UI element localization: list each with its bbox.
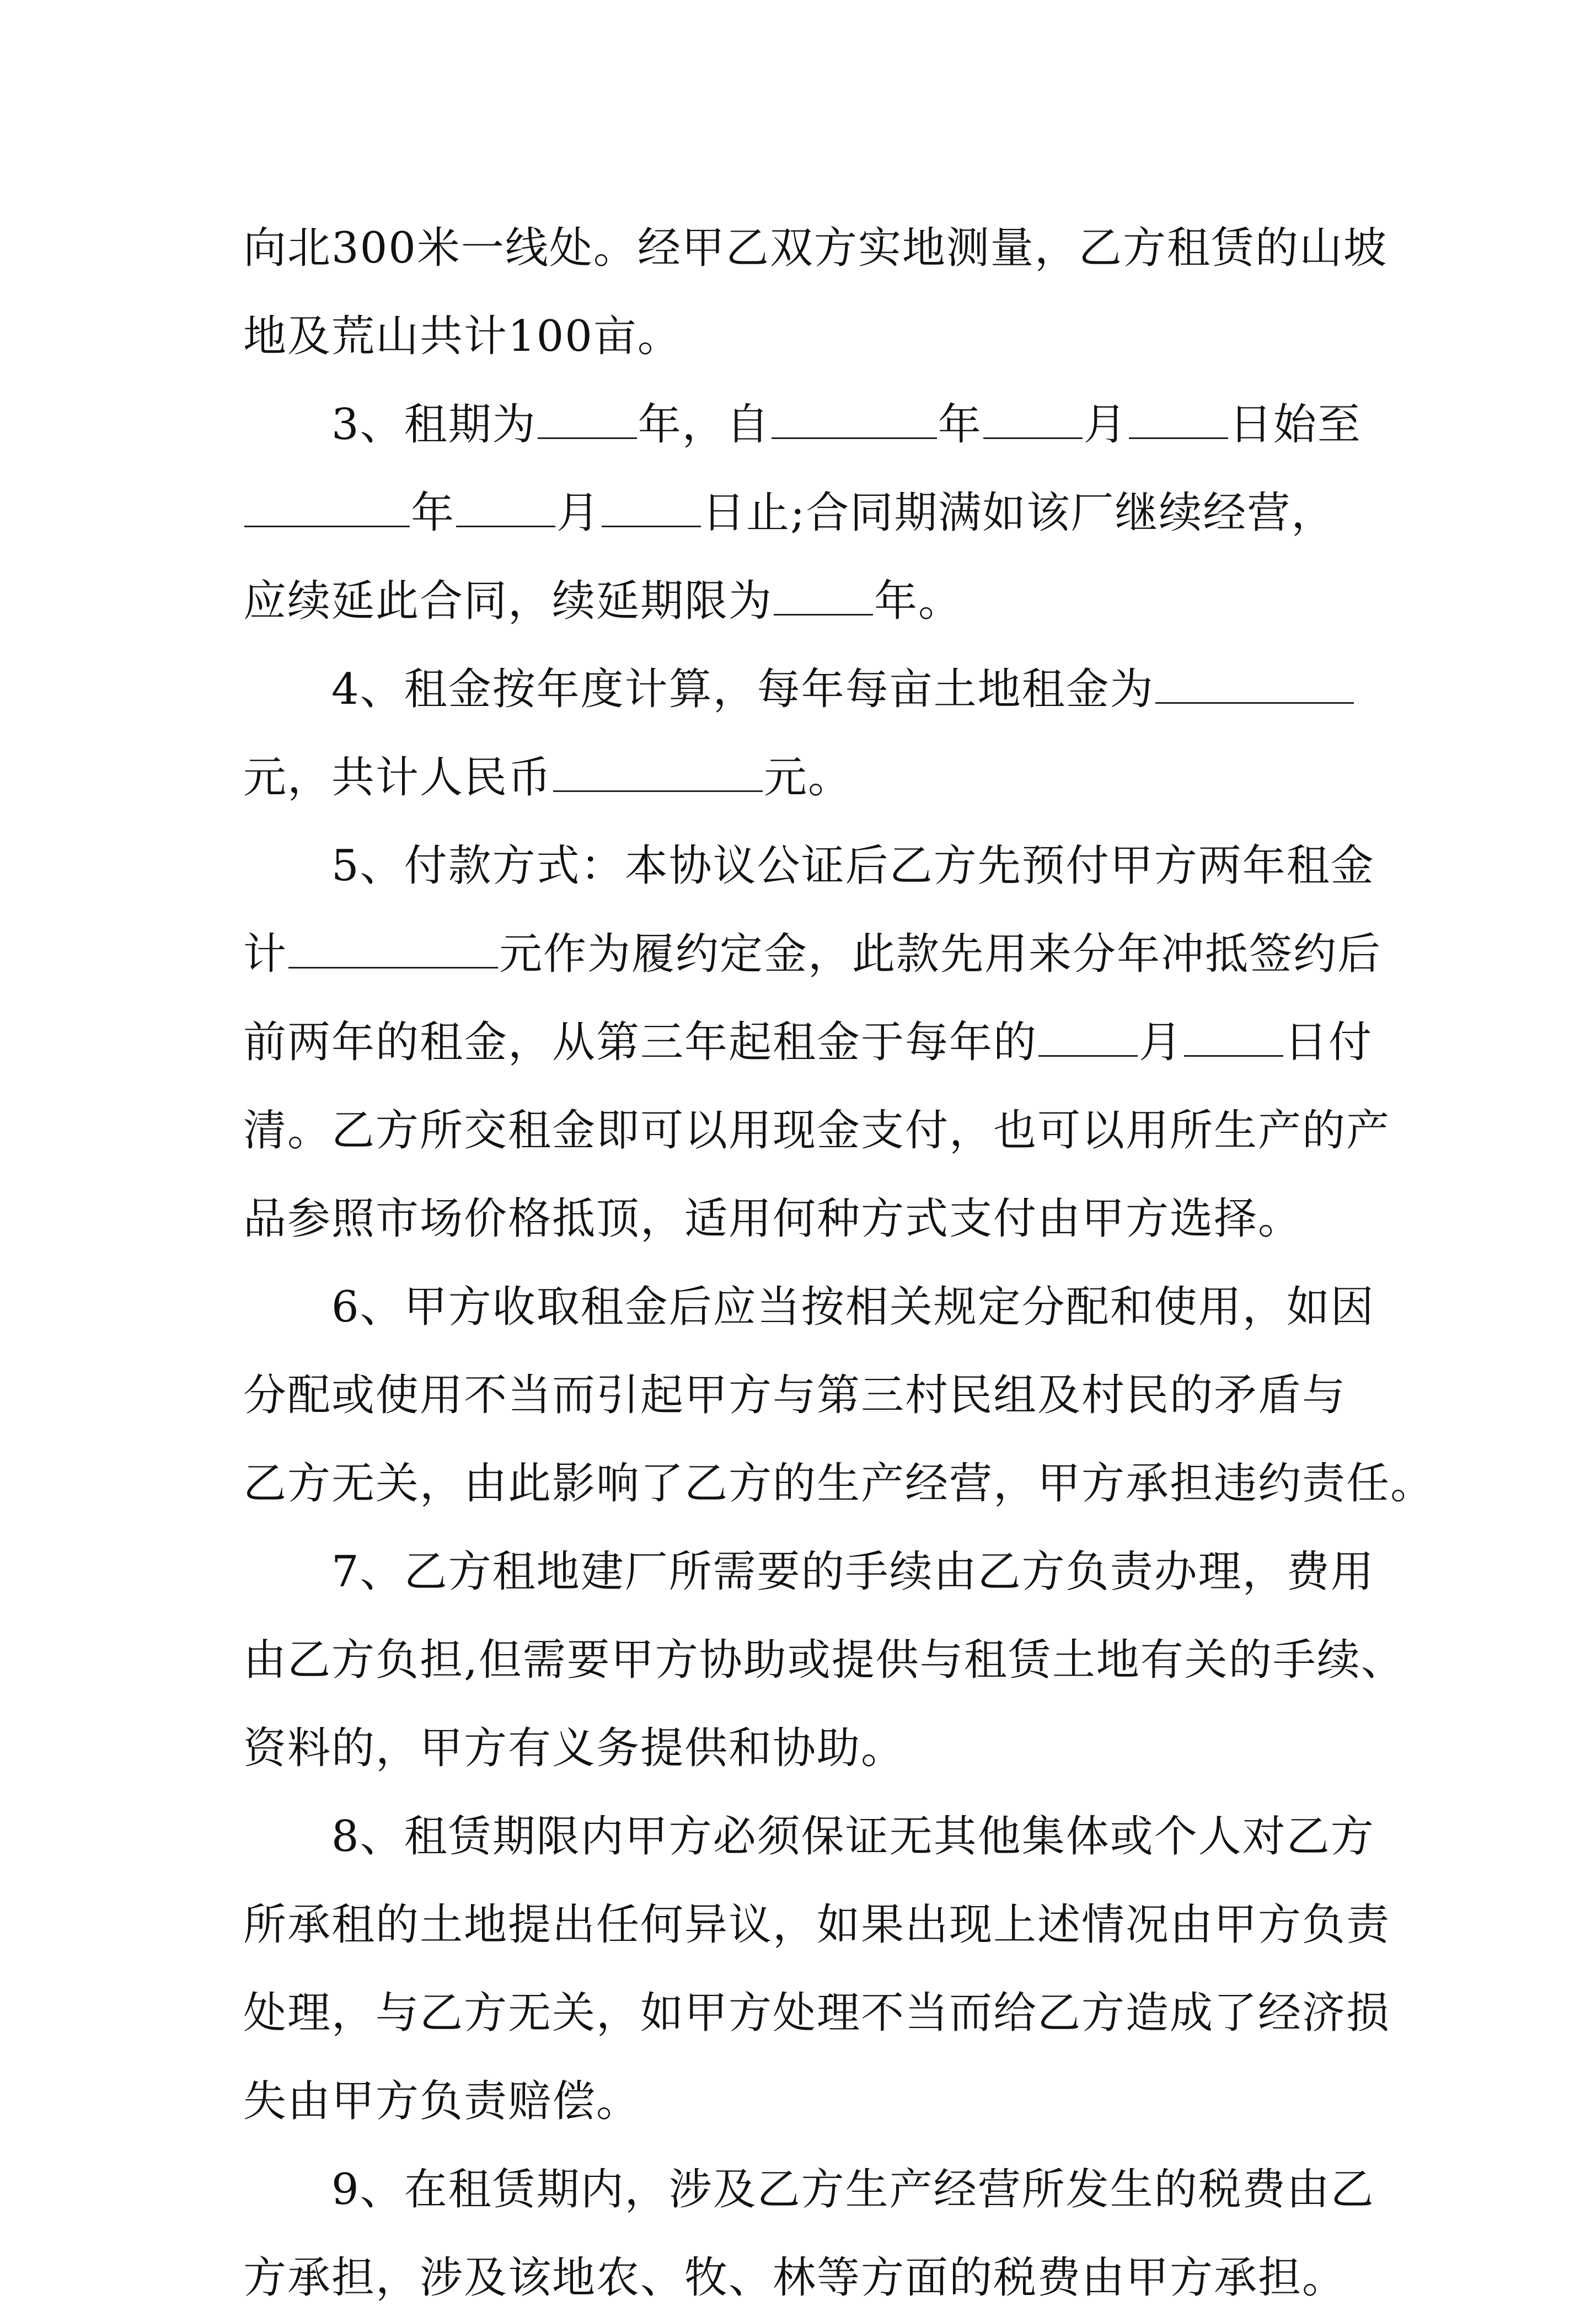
clause-5-line-5 bbox=[243, 1175, 1368, 1263]
text-line bbox=[243, 204, 1388, 292]
text-segment: 4、租金按年度计算，每年每亩土地租金为 bbox=[331, 665, 1154, 714]
text-segment: 元。 bbox=[764, 753, 853, 802]
blank-field bbox=[772, 402, 937, 439]
text-segment: 9、在租赁期内，涉及乙方生产经营所发生的税费由乙 bbox=[331, 2165, 1375, 2214]
text-segment: 所承租的土地提出任何异议，如果出现上述情况由甲方负责 bbox=[243, 1900, 1391, 1950]
clause-9-line-2 bbox=[243, 2234, 1368, 2322]
text-segment: 方承担，涉及该地农、牧、林等方面的税费由甲方承担。 bbox=[243, 2253, 1347, 2303]
text-segment: 品参照市场价格抵顶，适用何种方式支付由甲方选择。 bbox=[243, 1194, 1303, 1244]
blank-field bbox=[774, 579, 873, 616]
text-segment: 向北300米一线处。经甲乙双方实地测量，乙方租赁的山坡 bbox=[243, 223, 1388, 273]
text-segment: 计 bbox=[243, 929, 288, 979]
text-segment: 月 bbox=[1139, 1018, 1183, 1067]
text-segment: 处理，与乙方无关，如甲方处理不当而给乙方造成了经济损 bbox=[243, 1988, 1391, 2038]
text-segment: 由乙方负担,但需要甲方协助或提供与租赁土地有关的手续、 bbox=[243, 1635, 1405, 1685]
clause-4-line-1 bbox=[243, 645, 1368, 734]
text-segment: 清。乙方所交租金即可以用现金支付，也可以用所生产的产 bbox=[243, 1106, 1391, 1155]
clause-3-line-2 bbox=[243, 469, 1368, 557]
text-segment: 元作为履约定金，此款先用来分年冲抵签约后 bbox=[499, 929, 1382, 979]
text-segment: 失由甲方负责赔偿。 bbox=[243, 2077, 641, 2126]
clause-9-line-1 bbox=[243, 2146, 1375, 2234]
text-segment: 月 bbox=[556, 488, 601, 538]
blank-field bbox=[538, 402, 637, 439]
text-segment: 应续延此合同，续延期限为 bbox=[243, 576, 773, 626]
clause-8-line-4 bbox=[243, 2057, 1368, 2146]
text-segment: 年。 bbox=[874, 576, 963, 626]
blank-field bbox=[456, 490, 555, 527]
blank-field bbox=[1129, 402, 1228, 439]
text-segment: 年，自 bbox=[638, 400, 770, 450]
clause-6-line-1 bbox=[243, 1263, 1375, 1351]
blank-field bbox=[1155, 667, 1354, 704]
clause-8-line-2 bbox=[243, 1881, 1391, 1969]
text-segment: 年 bbox=[411, 488, 456, 538]
clause-3-line-1 bbox=[243, 381, 1368, 469]
clause-8-line-3 bbox=[243, 1969, 1391, 2057]
text-segment: 资料的，甲方有义务提供和协助。 bbox=[243, 1724, 906, 1773]
blank-field bbox=[983, 402, 1083, 439]
clause-4-line-2 bbox=[243, 734, 1368, 822]
contract-text bbox=[243, 204, 1435, 2322]
clause-5-line-1 bbox=[243, 822, 1375, 910]
blank-field bbox=[1038, 1020, 1138, 1057]
clause-3-line-3 bbox=[243, 557, 1368, 645]
blank-field bbox=[553, 755, 763, 792]
text-segment: 3、租期为 bbox=[331, 400, 537, 450]
text-segment: 年 bbox=[938, 400, 982, 450]
text-segment: 元，共计人民币 bbox=[243, 753, 553, 802]
clause-7-line-3 bbox=[243, 1704, 1368, 1793]
text-segment: 前两年的租金，从第三年起租金于每年的 bbox=[243, 1018, 1038, 1067]
text-segment: 5、付款方式：本协议公证后乙方先预付甲方两年租金 bbox=[331, 841, 1375, 891]
text-segment: 日付 bbox=[1284, 1018, 1373, 1067]
text-line bbox=[243, 292, 1368, 381]
clause-7-line-2 bbox=[243, 1616, 1405, 1704]
text-segment: 月 bbox=[1083, 400, 1128, 450]
text-segment: 日止;合同期满如该厂继续经营， bbox=[702, 488, 1336, 538]
clause-6-line-2 bbox=[243, 1351, 1368, 1440]
text-segment: 6、甲方收取租金后应当按相关规定分配和使用，如因 bbox=[331, 1282, 1375, 1332]
blank-field bbox=[602, 490, 701, 527]
clause-5-line-3 bbox=[243, 998, 1373, 1087]
text-segment: 8、租赁期限内甲方必须保证无其他集体或个人对乙方 bbox=[331, 1812, 1375, 1861]
clause-8-line-1 bbox=[243, 1793, 1375, 1881]
blank-field bbox=[288, 932, 498, 969]
blank-field bbox=[244, 490, 410, 527]
clause-5-line-4 bbox=[243, 1087, 1391, 1175]
blank-field bbox=[1184, 1020, 1283, 1057]
text-segment: 地及荒山共计100亩。 bbox=[243, 312, 682, 361]
clause-7-line-1 bbox=[243, 1528, 1375, 1616]
text-segment: 7、乙方租地建厂所需要的手续由乙方负责办理，费用 bbox=[331, 1547, 1375, 1597]
clause-6-line-3 bbox=[243, 1440, 1435, 1528]
text-segment: 日始至 bbox=[1229, 400, 1362, 450]
text-segment: 乙方无关，由此影响了乙方的生产经营，甲方承担违约责任。 bbox=[243, 1459, 1435, 1508]
text-segment: 分配或使用不当而引起甲方与第三村民组及村民的矛盾与 bbox=[243, 1371, 1347, 1420]
clause-5-line-2 bbox=[243, 910, 1382, 998]
